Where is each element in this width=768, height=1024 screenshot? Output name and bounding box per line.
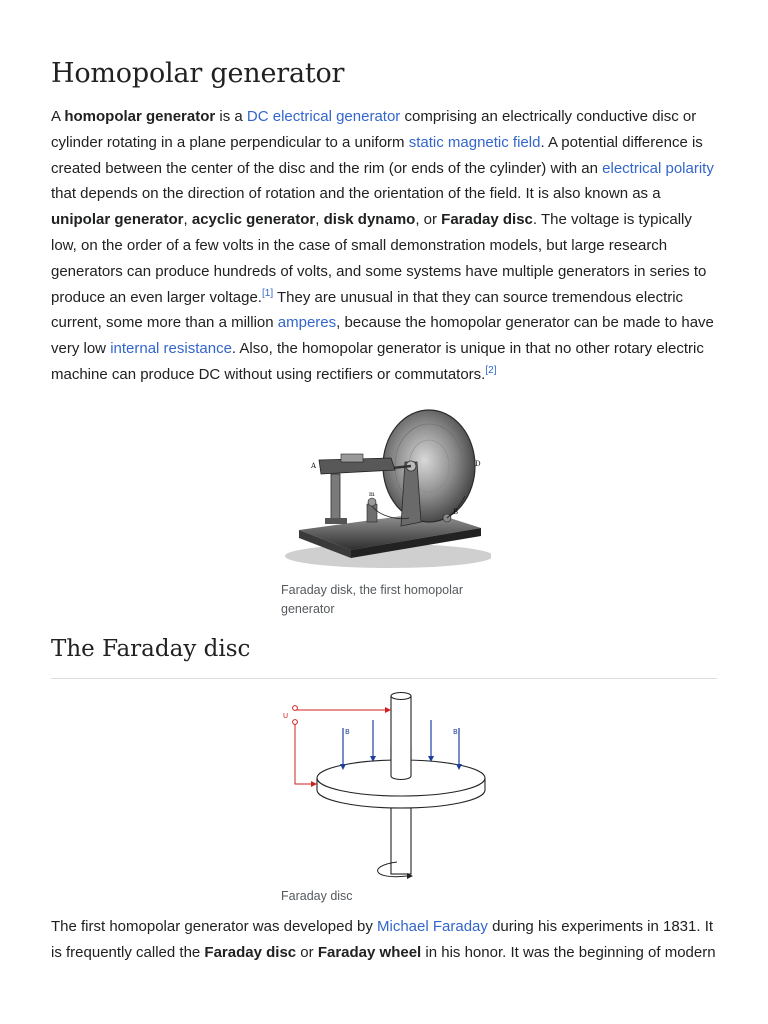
bold-term: homopolar generator <box>64 108 216 125</box>
link-static-magnetic-field[interactable]: static magnetic field <box>408 133 541 151</box>
figure-label-a: A <box>311 462 317 470</box>
text: comprising an electrically conductive disc or cylinder rotating in a plane perpendicular to a uniform <box>51 108 697 151</box>
faraday-disc-paragraph <box>51 914 721 966</box>
text: during his experiments in 1831. It is frequently called the <box>51 918 714 961</box>
figure-faraday-disc-diagram <box>281 690 501 906</box>
text: is a <box>215 108 247 125</box>
figure-label-b: B <box>453 508 459 516</box>
figure-label-m: m <box>369 491 375 498</box>
figure-label-d: D <box>475 460 481 468</box>
link-electrical-polarity[interactable]: electrical polarity <box>602 159 714 177</box>
bold-term: disk dynamo <box>323 211 416 229</box>
figure-faraday-disk <box>281 400 491 619</box>
section-heading-faraday-disc: The Faraday disc <box>51 636 251 662</box>
text: , <box>183 211 192 229</box>
text: The first homopolar generator was developed by <box>51 918 378 935</box>
text: . A potential difference is created between the center of the disc and the rim (or ends of the cylinder) with an <box>51 133 703 177</box>
faraday-disc-diagram-image[interactable] <box>281 690 501 880</box>
text: . The voltage is typically low, on the order of a few volts in the case of small demonstration models, but large research generators can produce hundreds of volts, and some systems have multiple generators in series to produce an even larger voltage. <box>51 211 707 306</box>
bold-term: Faraday disc <box>204 943 297 961</box>
reference-link-1[interactable]: [1] <box>261 287 274 299</box>
text: . Also, the homopolar generator is unique in that no other rotary electric machine can produce DC without using rectifiers or commutators. <box>51 340 704 383</box>
text: , because the homopolar generator can be made to have very low <box>51 314 714 358</box>
link-amperes[interactable]: amperes <box>277 314 337 332</box>
link-dc-electrical-generator[interactable]: DC electrical generator <box>246 108 401 125</box>
link-michael-faraday[interactable]: Michael Faraday <box>377 918 488 935</box>
text: A <box>51 108 65 125</box>
faraday-disk-image[interactable] <box>281 400 491 572</box>
text: , or <box>415 211 442 229</box>
reference-link-2[interactable]: [2] <box>485 364 497 376</box>
bold-term: Faraday wheel <box>317 943 422 961</box>
text: , <box>315 211 324 229</box>
section-divider <box>51 678 717 679</box>
page-title: Homopolar generator <box>51 58 345 89</box>
field-label-b-right: B <box>453 728 458 736</box>
text: that depends on the direction of rotation and the orientation of the field. It is also known as a <box>51 185 661 203</box>
bold-term: unipolar generator <box>51 211 184 229</box>
bold-term: acyclic generator <box>191 211 316 229</box>
figure-caption: Faraday disk, the first homopolar generator <box>281 583 464 616</box>
voltage-label-u: U <box>283 712 289 720</box>
bold-term: Faraday disc <box>441 211 533 229</box>
field-label-b-left: B <box>345 728 350 736</box>
text: in his honor. It was the beginning of modern <box>421 943 716 961</box>
text: or <box>296 943 318 961</box>
figure-caption: Faraday disc <box>281 889 353 903</box>
intro-paragraph <box>51 104 721 388</box>
text: They are unusual in that they can source tremendous electric current, some more than a million <box>51 288 684 332</box>
link-internal-resistance[interactable]: internal resistance <box>110 340 232 358</box>
